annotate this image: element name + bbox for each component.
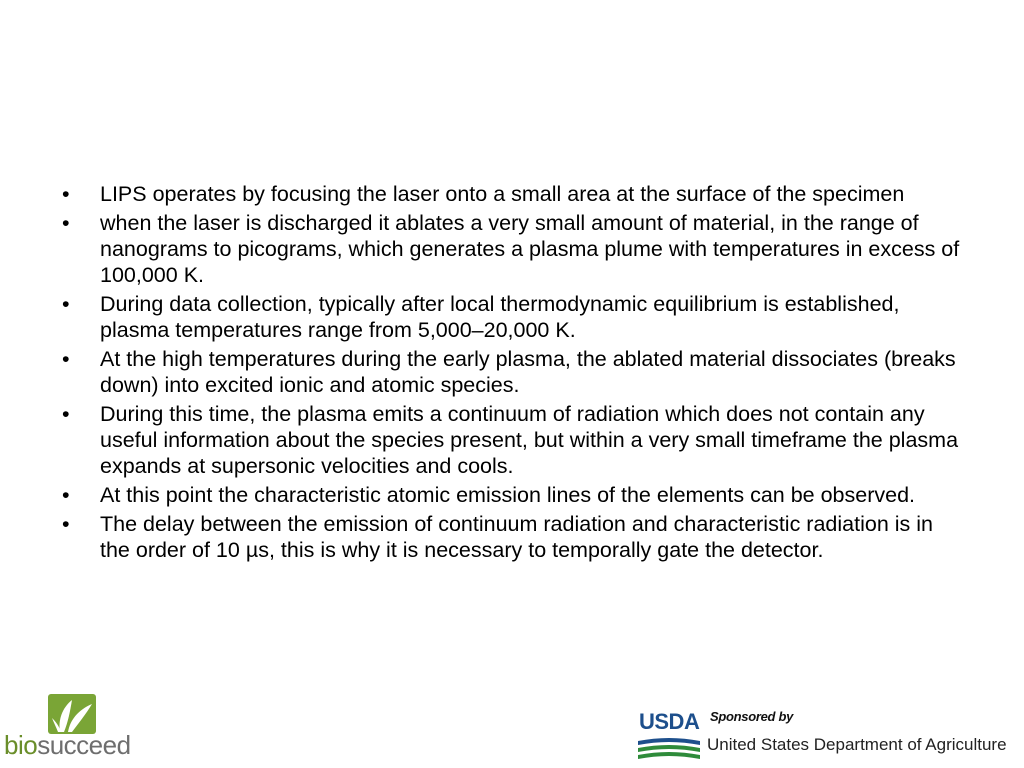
bullet-dot: •: [62, 402, 70, 426]
usda-logo: [638, 709, 700, 761]
bullet-dot: •: [62, 182, 70, 206]
leaf-icon: [48, 694, 96, 734]
logo-wordmark: [4, 730, 131, 761]
list-item: [62, 210, 962, 288]
bullet-text: At this point the characteristic atomic emission lines of the elements can be observed.: [100, 483, 916, 507]
bullet-text: During data collection, typically after local thermodynamic equilibrium is established, plasma temperatures range from 5,000–20,000 K.: [100, 292, 900, 342]
list-item: [62, 346, 962, 398]
usda-stripes-icon: [638, 737, 700, 761]
logo-text-bio: bio: [4, 730, 38, 760]
bullet-dot: •: [62, 347, 70, 371]
bullet-text: During this time, the plasma emits a continuum of radiation which does not contain any useful information about the species present, but within a very small timeframe the plasma expands at supersonic velocities and cools.: [100, 402, 959, 478]
list-item: [62, 181, 962, 207]
bullet-list: [62, 181, 962, 566]
bullet-text: when the laser is discharged it ablates a very small amount of material, in the range of nanograms to picograms, which generates a plasma plume with temperatures in excess of 100,000 K.: [100, 211, 960, 287]
sponsored-by-label: Sponsored by: [710, 709, 794, 724]
bullet-text: At the high temperatures during the early plasma, the ablated material dissociates (breaks down) into excited ionic and atomic species.: [100, 347, 956, 397]
bullet-text: LIPS operates by focusing the laser onto a small area at the surface of the specimen: [100, 182, 905, 206]
biosucceed-logo: [4, 692, 144, 766]
usda-abbr: USDA: [639, 709, 700, 734]
list-item: [62, 482, 962, 508]
logo-text-succeed: succeed: [37, 730, 131, 760]
list-item: [62, 511, 962, 563]
bullet-dot: •: [62, 512, 70, 536]
bullet-text: The delay between the emission of continuum radiation and characteristic radiation is in the order of 10 µs, this is why it is necessary to temporally gate the detector.: [100, 512, 933, 562]
sponsor-banner: [638, 705, 1022, 763]
bullet-dot: •: [62, 483, 70, 507]
department-name: United States Department of Agriculture: [707, 735, 1007, 754]
bullet-dot: •: [62, 211, 70, 235]
bullet-dot: •: [62, 292, 70, 316]
list-item: [62, 401, 962, 479]
list-item: [62, 291, 962, 343]
